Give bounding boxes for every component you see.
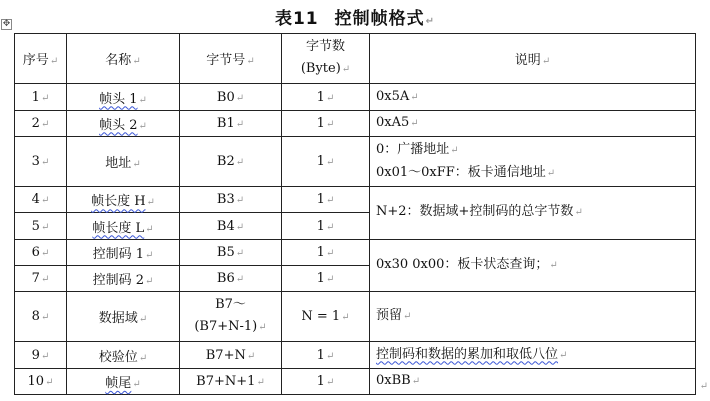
cell-count: 1↵ xyxy=(282,187,370,213)
control-frame-table xyxy=(14,33,696,395)
cell-byte: B1↵ xyxy=(180,110,282,136)
cell-name: 控制码 2↵ xyxy=(67,265,180,291)
cell-count: 1↵ xyxy=(282,265,370,291)
cell-seq: 3↵ xyxy=(15,136,67,186)
cell-count: 1↵ xyxy=(282,239,370,265)
cell-name: 帧头 1↵ xyxy=(67,84,180,110)
table-caption xyxy=(0,4,710,29)
cell-count: 1↵ xyxy=(282,110,370,136)
cell-seq: 10↵ xyxy=(15,368,67,394)
cell-seq: 7↵ xyxy=(15,265,67,291)
header-name: 名称↵ xyxy=(67,34,180,84)
cell-seq: 4↵ xyxy=(15,187,67,213)
table-row xyxy=(15,110,696,136)
cell-seq: 5↵ xyxy=(15,213,67,239)
cell-byte: B7+N↵ xyxy=(180,342,282,368)
cell-name: 帧长度 H↵ xyxy=(67,187,180,213)
cell-byte: B2↵ xyxy=(180,136,282,186)
table-row xyxy=(15,292,696,342)
cell-count: 1↵ xyxy=(282,342,370,368)
cell-seq: 9↵ xyxy=(15,342,67,368)
cell-name: 帧尾↵ xyxy=(67,368,180,394)
table-row xyxy=(15,342,696,368)
cell-count: 1↵ xyxy=(282,84,370,110)
table-row xyxy=(15,187,696,213)
cell-desc: 0x30 0x00：板卡状态查询；↵ xyxy=(370,239,696,291)
header-seq: 序号↵ xyxy=(15,34,67,84)
caption-number: 表11 xyxy=(274,9,319,29)
paragraph-mark: ↵ xyxy=(425,16,436,27)
cell-byte: B3↵ xyxy=(180,187,282,213)
cell-seq: 1↵ xyxy=(15,84,67,110)
cell-byte: B6↵ xyxy=(180,265,282,291)
caption-text: 控制帧格式 xyxy=(334,9,425,29)
table-row xyxy=(15,239,696,265)
cell-name: 校验位↵ xyxy=(67,342,180,368)
header-desc: 说明↵ xyxy=(370,34,696,84)
cell-byte: B5↵ xyxy=(180,239,282,265)
table-row xyxy=(15,136,696,186)
cell-name: 帧长度 L↵ xyxy=(67,213,180,239)
table-row xyxy=(15,84,696,110)
cell-seq: 6↵ xyxy=(15,239,67,265)
end-of-row-mark: ↵ xyxy=(699,381,708,392)
cell-seq: 2↵ xyxy=(15,110,67,136)
cell-desc: 0：广播地址↵ 0x01～0xFF：板卡通信地址↵ xyxy=(370,136,696,186)
header-byte-count: 字节数 (Byte)↵ xyxy=(282,34,370,84)
cell-desc: 0x5A↵ xyxy=(370,84,696,110)
table-move-handle-icon[interactable]: ✥ xyxy=(2,19,11,29)
cell-byte: B7+N+1↵ xyxy=(180,368,282,394)
cell-name: 地址↵ xyxy=(67,136,180,186)
cell-desc: 0xBB↵ xyxy=(370,368,696,394)
cell-name: 数据域↵ xyxy=(67,292,180,342)
header-byte-no: 字节号↵ xyxy=(180,34,282,84)
cell-count: N = 1↵ xyxy=(282,292,370,342)
cell-seq: 8↵ xyxy=(15,292,67,342)
cell-byte: B4↵ xyxy=(180,213,282,239)
cell-desc: 控制码和数据的累加和取低八位↵ xyxy=(370,342,696,368)
cell-count: 1↵ xyxy=(282,213,370,239)
cell-byte: B7～ (B7+N-1)↵ xyxy=(180,292,282,342)
cell-name: 帧头 2↵ xyxy=(67,110,180,136)
cell-count: 1↵ xyxy=(282,368,370,394)
cell-count: 1↵ xyxy=(282,136,370,186)
cell-desc: 预留↵ xyxy=(370,292,696,342)
cell-name: 控制码 1↵ xyxy=(67,239,180,265)
cell-byte: B0↵ xyxy=(180,84,282,110)
header-row xyxy=(15,34,696,84)
cell-desc: 0xA5↵ xyxy=(370,110,696,136)
cell-desc: N+2：数据域+控制码的总字节数↵ xyxy=(370,187,696,239)
table-row xyxy=(15,368,696,394)
